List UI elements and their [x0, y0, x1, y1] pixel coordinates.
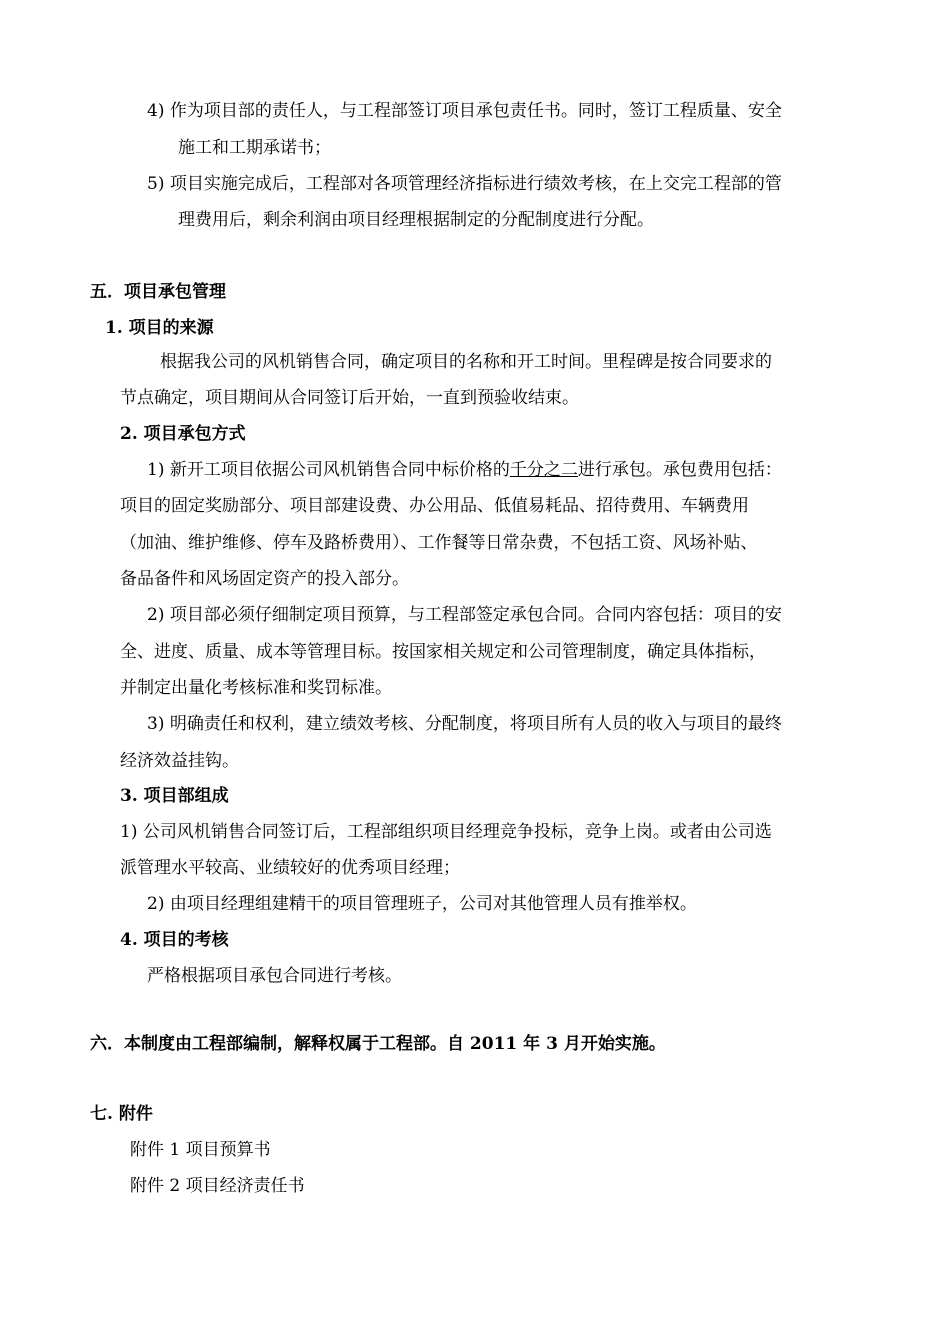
sub1-line2: 节点确定，项目期间从合同签订后开始，一直到预验收结束。: [120, 388, 579, 408]
section6-heading: 六．本制度由工程部编制，解释权属于工程部。自 2011 年 3 月开始实施。: [90, 1034, 666, 1054]
item5-line2: 理费用后，剩余利润由项目经理根据制定的分配制度进行分配。: [178, 210, 654, 230]
sub2-p1-line2: 项目的固定奖励部分、项目部建设费、办公用品、低值易耗品、招待费用、车辆费用: [120, 496, 749, 516]
sub2-p2-line3: 并制定出量化考核标准和奖罚标准。: [120, 678, 392, 698]
sub3-p1-line2: 派管理水平较高、业绩较好的优秀项目经理；: [120, 858, 460, 878]
sub2-p1-line3: （加油、维护维修、停车及路桥费用）、工作餐等日常杂费，不包括工资、风场补贴、: [120, 533, 758, 553]
sub2-p1-line1: [147, 458, 782, 482]
attachment-2: 附件 2 项目经济责任书: [130, 1176, 305, 1196]
sub2-heading: 2. 项目承包方式: [120, 424, 246, 444]
section7-heading: 七. 附件: [90, 1104, 153, 1124]
sub4-line1: 严格根据项目承包合同进行考核。: [147, 966, 402, 986]
section5-heading: 五．项目承包管理: [90, 282, 226, 302]
item5-line1: 5) 项目实施完成后，工程部对各项管理经济指标进行绩效考核，在上交完工程部的管: [147, 174, 782, 194]
sub1-heading: 1. 项目的来源: [105, 318, 214, 338]
sub2-p1-underline: 千分之二: [509, 460, 578, 480]
sub2-p1-pre: 1) 新开工项目依据公司风机销售合同中标价格的: [147, 460, 510, 480]
sub1-line1: 根据我公司的风机销售合同，确定项目的名称和开工时间。里程碑是按合同要求的: [160, 352, 772, 372]
sub2-p1-line4: 备品备件和风场固定资产的投入部分。: [120, 569, 409, 589]
sub2-p2-line2: 全、进度、质量、成本等管理目标。按国家相关规定和公司管理制度，确定具体指标，: [120, 642, 766, 662]
sub4-heading: 4. 项目的考核: [120, 930, 229, 950]
attachment-1: 附件 1 项目预算书: [130, 1140, 271, 1160]
item4-line2: 施工和工期承诺书；: [178, 138, 331, 158]
sub2-p3-line2: 经济效益挂钩。: [120, 751, 239, 771]
item4-line1: 4) 作为项目部的责任人，与工程部签订项目承包责任书。同时，签订工程质量、安全: [147, 101, 782, 121]
sub3-heading: 3. 项目部组成: [120, 786, 229, 806]
sub2-p3-line1: 3) 明确责任和权利，建立绩效考核、分配制度，将项目所有人员的收入与项目的最终: [147, 714, 782, 734]
sub2-p2-line1: 2) 项目部必须仔细制定项目预算，与工程部签定承包合同。合同内容包括：项目的安: [147, 605, 782, 625]
sub2-p1-post: 进行承包。承包费用包括：: [577, 460, 782, 480]
sub3-p2-line1: 2) 由项目经理组建精干的项目管理班子，公司对其他管理人员有推举权。: [147, 894, 697, 914]
sub3-p1-line1: 1) 公司风机销售合同签订后，工程部组织项目经理竞争投标，竞争上岗。或者由公司选: [120, 822, 772, 842]
